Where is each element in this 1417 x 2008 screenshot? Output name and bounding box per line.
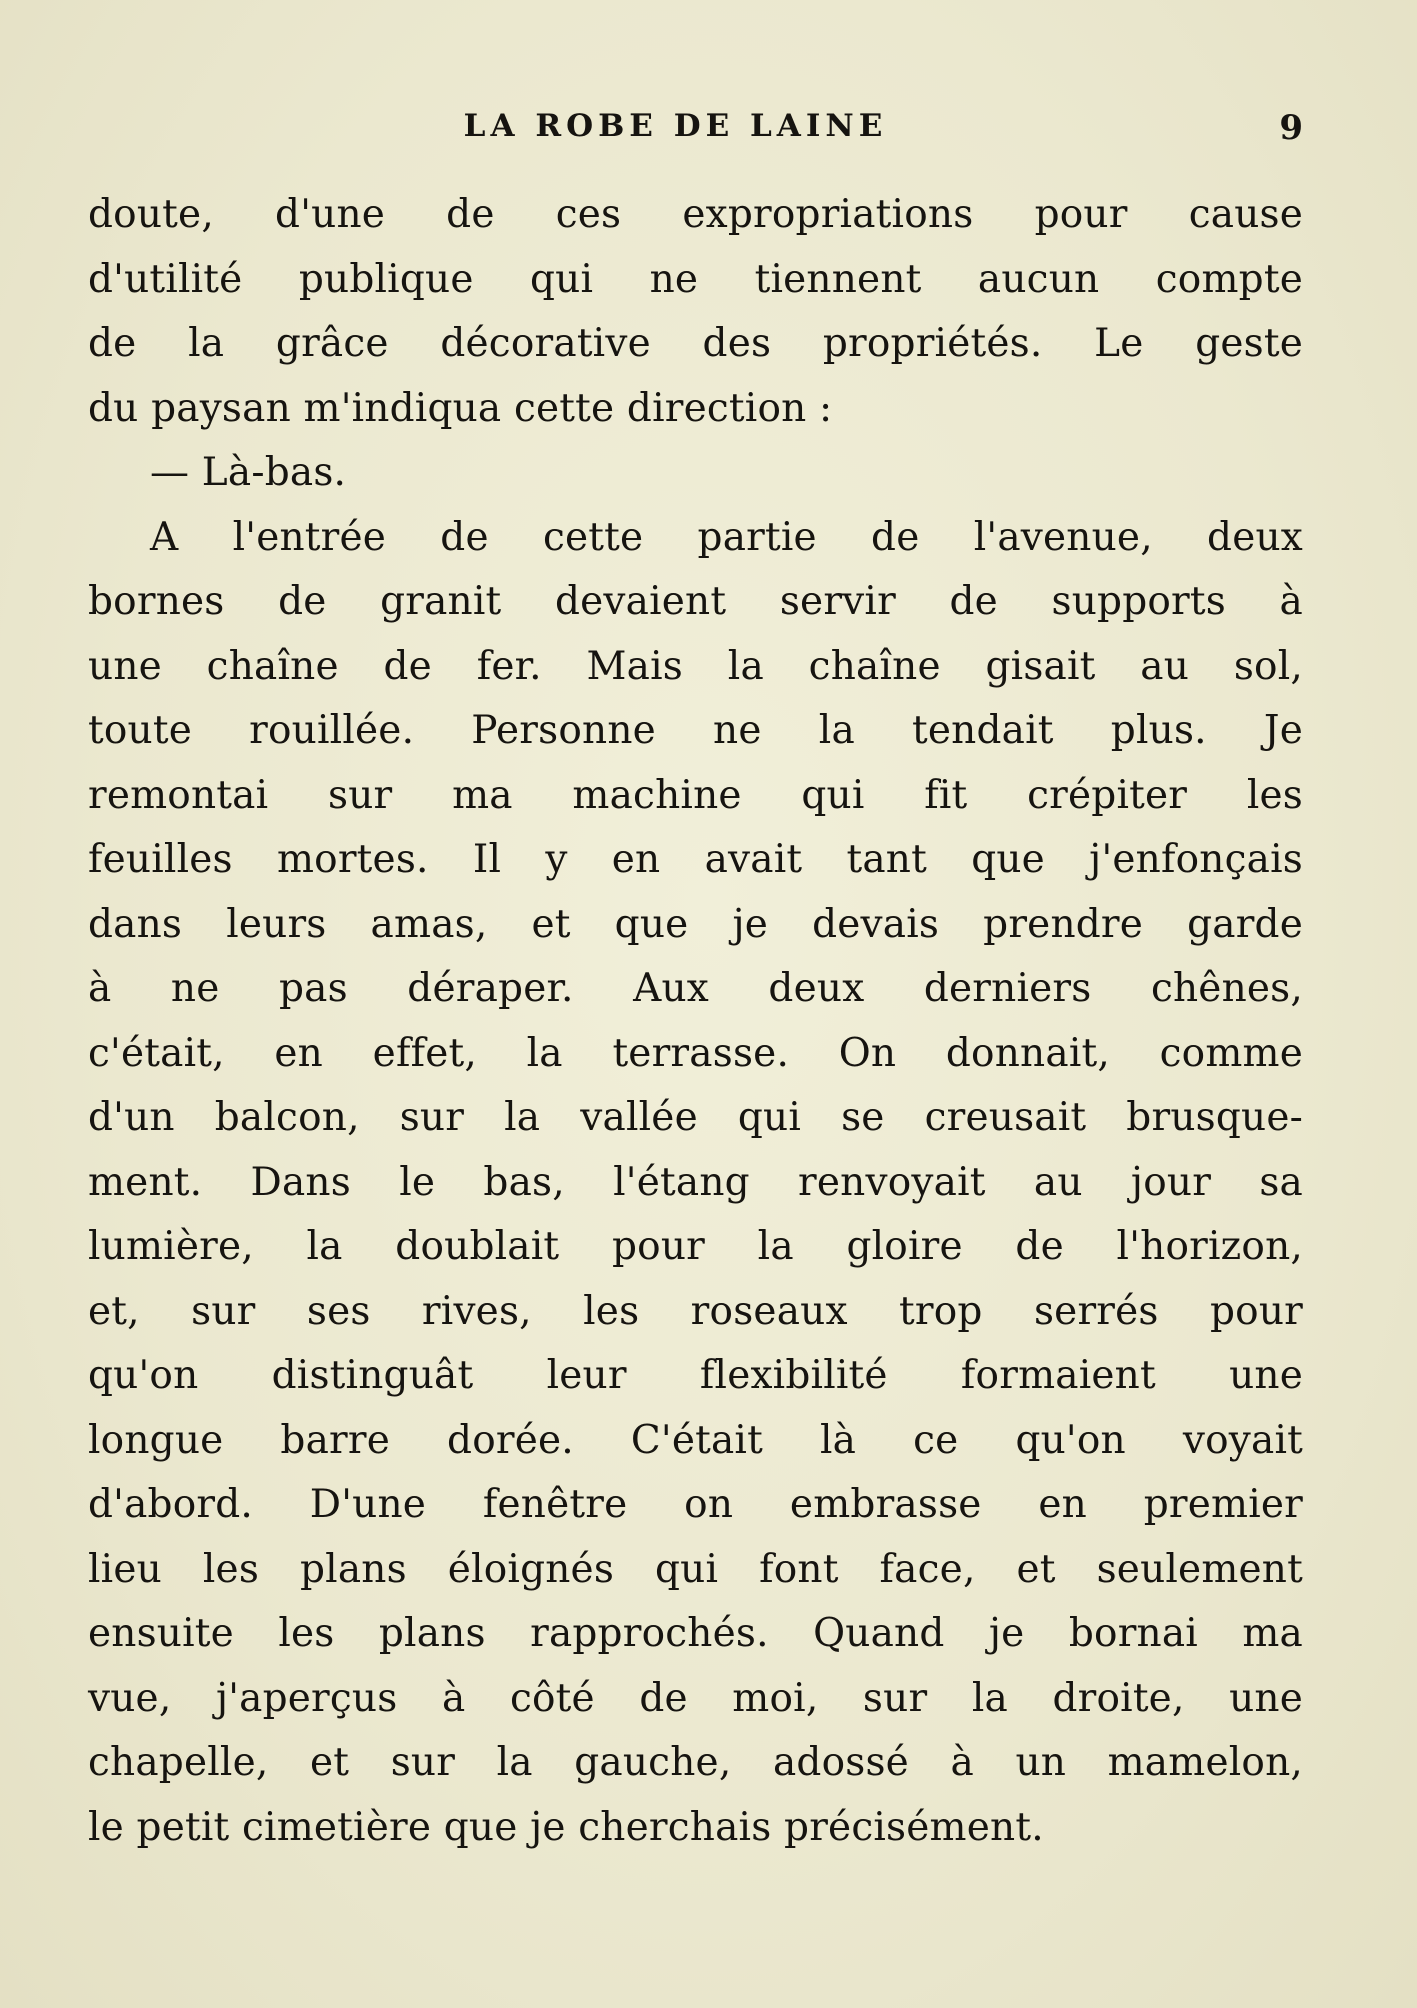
text-line: de la grâce décorative des propriétés. Le geste	[88, 321, 1303, 366]
text-line: une chaîne de fer. Mais la chaîne gisait au sol,	[88, 643, 1303, 689]
text-line: dans leurs amas, et que je devais prendre garde	[88, 901, 1303, 947]
text-line: le petit cimetière que je cherchais précisément.	[88, 1804, 1044, 1850]
text-line: remontai sur ma machine qui fit crépiter les	[88, 772, 1303, 818]
text-line: qu'on distinguât leur flexibilité formaient une	[88, 1353, 1303, 1398]
text-line: chapelle, et sur la gauche, adossé à un mamelon,	[88, 1740, 1303, 1785]
text-line: d'utilité publique qui ne tiennent aucun compte	[88, 256, 1303, 302]
text-line: — Là-bas.	[150, 450, 347, 495]
text-line: et, sur ses rives, les roseaux trop serrés pour	[88, 1288, 1303, 1334]
text-line: lumière, la doublait pour la gloire de l'horizon,	[88, 1224, 1303, 1269]
text-line: feuilles mortes. Il y en avait tant que j'enfonçais	[88, 837, 1303, 882]
text-line: c'était, en effet, la terrasse. On donnait, comme	[88, 1030, 1303, 1076]
text-line: vue, j'aperçus à côté de moi, sur la droite, une	[88, 1675, 1303, 1721]
text-line: toute rouillée. Personne ne la tendait plus. Je	[88, 708, 1303, 753]
running-title: LA ROBE DE LAINE	[463, 108, 888, 144]
text-line: A l'entrée de cette partie de l'avenue, deux	[150, 514, 1303, 560]
text-line: doute, d'une de ces expropriations pour cause	[88, 192, 1303, 237]
text-line: lieu les plans éloignés qui font face, et seulement	[88, 1546, 1303, 1592]
body-text	[88, 183, 1303, 1860]
text-line: bornes de granit devaient servir de supports à	[88, 579, 1303, 624]
running-head	[88, 108, 1303, 148]
text-line: ment. Dans le bas, l'étang renvoyait au jour sa	[88, 1159, 1303, 1205]
text-line: d'un balcon, sur la vallée qui se creusait brusque-	[88, 1095, 1303, 1140]
text-line: du paysan m'indiqua cette direction :	[88, 385, 833, 431]
text-line: longue barre dorée. C'était là ce qu'on voyait	[88, 1417, 1303, 1463]
text-line: ensuite les plans rapprochés. Quand je bornai ma	[88, 1611, 1303, 1656]
text-line: d'abord. D'une fenêtre on embrasse en premier	[88, 1482, 1303, 1527]
page-number: 9	[1279, 108, 1303, 148]
text-line: à ne pas déraper. Aux deux derniers chênes,	[88, 966, 1303, 1011]
